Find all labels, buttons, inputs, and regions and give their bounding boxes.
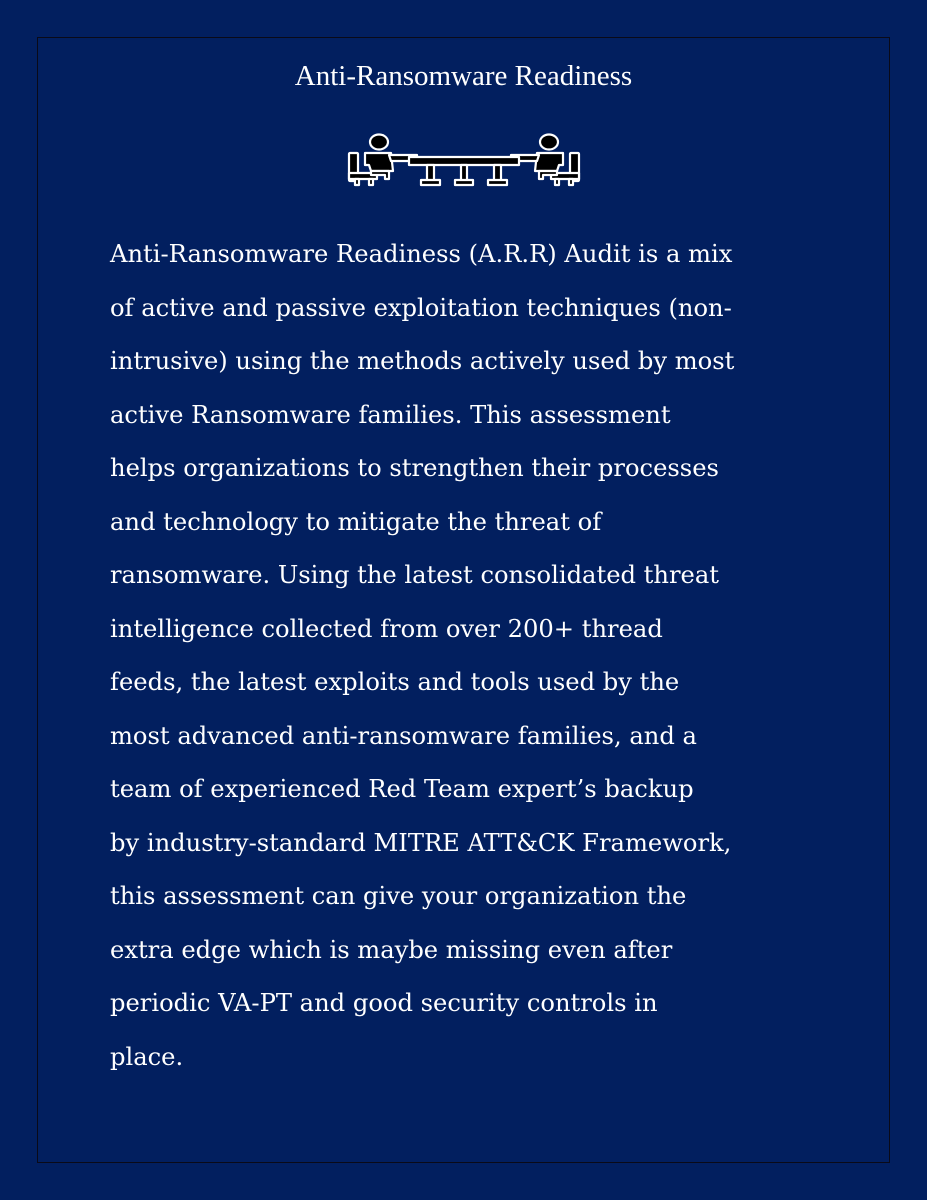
paragraph-line: periodic VA-PT and good security controls in (110, 989, 658, 1017)
paragraph-line: intrusive) using the methods actively used by most (110, 347, 735, 375)
paragraph-line: by industry-standard MITRE ATT&CK Framework, (110, 828, 732, 857)
paragraph-line: place. (110, 1042, 184, 1071)
description-paragraph (110, 228, 830, 1084)
paragraph-line: feeds, the latest exploits and tools used by the (110, 668, 680, 696)
paragraph-line: of active and passive exploitation techniques (non- (110, 293, 732, 322)
paragraph-line: Anti-Ransomware Readiness (A.R.R) Audit is a mix (110, 240, 733, 268)
paragraph-line: and technology to mitigate the threat of (110, 507, 602, 536)
paragraph-line: helps organizations to strengthen their processes (110, 454, 719, 482)
paragraph-line: most advanced anti-ransomware families, and a (110, 721, 697, 750)
paragraph-line: ransomware. Using the latest consolidated threat (110, 561, 719, 589)
paragraph-line: team of experienced Red Team expert’s backup (110, 775, 694, 803)
paragraph-line: active Ransomware families. This assessment (110, 400, 671, 429)
meeting-table-icon (345, 133, 583, 187)
page-title: Anti-Ransomware Readiness (294, 60, 633, 92)
paragraph-line: this assessment can give your organization the (110, 882, 687, 910)
paragraph-line: extra edge which is maybe missing even after (110, 935, 673, 964)
paragraph-line: intelligence collected from over 200+ thread (110, 614, 663, 643)
